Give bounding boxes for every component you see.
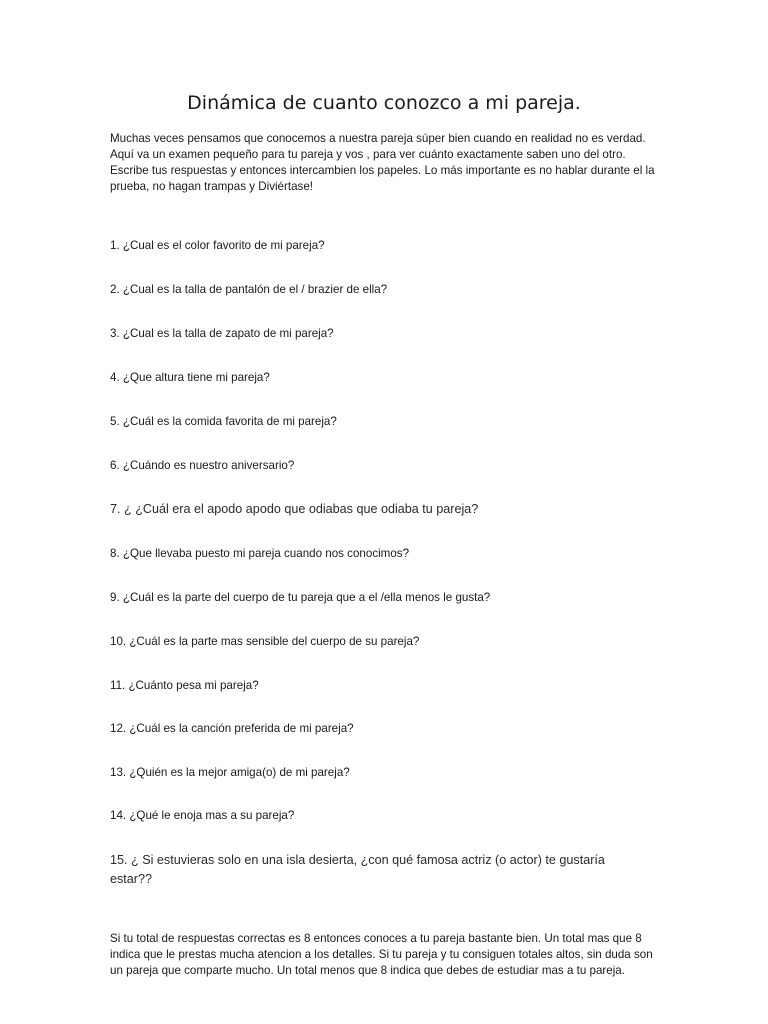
- page-title: Dinámica de cuanto conozco a mi pareja.: [187, 92, 581, 114]
- question-3: 3. ¿Cual es la talla de zapato de mi pareja?: [110, 327, 334, 340]
- question-1: 1. ¿Cual es el color favorito de mi pareja?: [110, 239, 325, 252]
- question-10: 10. ¿Cuál es la parte mas sensible del cuerpo de su pareja?: [110, 635, 420, 648]
- question-6: 6. ¿Cuándo es nuestro aniversario?: [110, 459, 295, 472]
- question-4: 4. ¿Que altura tiene mi pareja?: [110, 371, 270, 384]
- question-5: 5. ¿Cuál es la comida favorita de mi pareja?: [110, 415, 337, 428]
- question-11: 11. ¿Cuánto pesa mi pareja?: [110, 679, 259, 692]
- outro-paragraph: Si tu total de respuestas correctas es 8 entonces conoces a tu pareja bastante bien. Un total mas que 8 indica que le prestas mucha atencion a los detalles. Si tu pareja y tu consiguen totales altos, sin duda son un pareja que comparte mucho. Un total menos que 8 indica que debes de estudiar mas a tu pareja.: [110, 932, 653, 977]
- question-14: 14. ¿Qué le enoja mas a su pareja?: [110, 809, 295, 822]
- question-2: 2. ¿Cual es la talla de pantalón de el / brazier de ella?: [110, 283, 388, 296]
- question-7: 7. ¿ ¿Cuál era el apodo apodo que odiabas que odiaba tu pareja?: [110, 502, 479, 516]
- question-12: 12. ¿Cuál es la canción preferida de mi pareja?: [110, 722, 354, 735]
- question-9: 9. ¿Cuál es la parte del cuerpo de tu pareja que a el /ella menos le gusta?: [110, 591, 491, 604]
- question-8: 8. ¿Que llevaba puesto mi pareja cuando nos conocimos?: [110, 547, 410, 560]
- intro-paragraph: Muchas veces pensamos que conocemos a nuestra pareja súper bien cuando en realidad no es verdad. Aquí va un examen pequeño para tu pareja y vos , para ver cuánto exactamente saben uno del otro. Escribe tus respuestas y entonces intercambien los papeles. Lo más importante es no hablar durante el la prueba, no hagan trampas y Diviértase!: [110, 132, 655, 193]
- question-15: 15. ¿ Si estuvieras solo en una isla desierta, ¿con qué famosa actriz (o actor) te gustaría estar??: [110, 853, 605, 886]
- question-13: 13. ¿Quién es la mejor amiga(o) de mi pareja?: [110, 766, 350, 779]
